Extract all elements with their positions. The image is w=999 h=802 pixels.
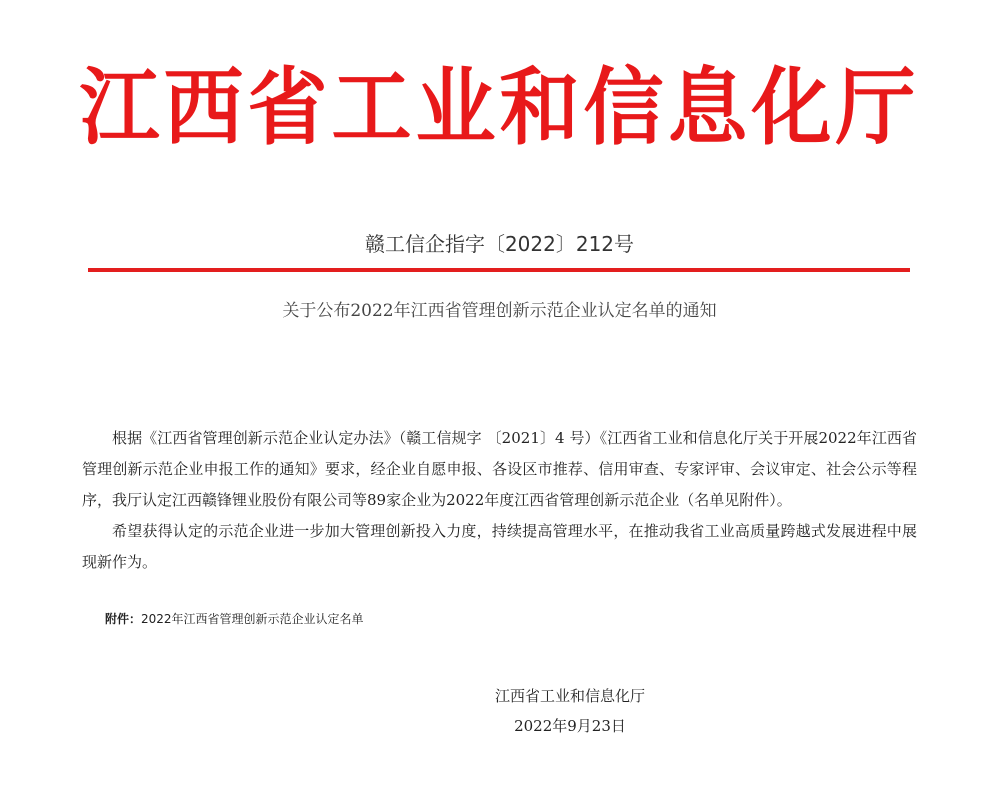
body-paragraph-2: 希望获得认定的示范企业进一步加大管理创新投入力度，持续提高管理水平，在推动我省工业高质量跨越式发展进程中展现新作为。 <box>82 522 917 571</box>
notice-body <box>82 423 917 578</box>
notice-title: 关于公布2022年江西省管理创新示范企业认定名单的通知 <box>282 301 717 321</box>
red-divider-rule <box>88 268 910 272</box>
attachment-link[interactable]: 2022年江西省管理创新示范企业认定名单 <box>141 612 364 626</box>
issuer-signature: 江西省工业和信息化厅 <box>494 687 645 705</box>
masthead-title: 江西省工业和信息化厅 <box>79 58 920 157</box>
issue-date: 2022年9月23日 <box>514 717 626 735</box>
attachment-line <box>105 609 364 629</box>
body-paragraph-1: 根据《江西省管理创新示范企业认定办法》（赣工信规字 〔2021〕4 号）《江西省工业和信息化厅关于开展2022年江西省管理创新示范企业申报工作的通知》要求，经企业自愿申报、各设区市推荐、信用审查、专家评审、会议审定、社会公示等程序，我厅认定江西赣锋锂业股份有限公司等89家企业为2022年度江西省管理创新示范企业（名单见附件）。 <box>82 429 917 509</box>
attachment-label: 附件： <box>105 612 142 626</box>
document-number: 赣工信企指字〔2022〕212号 <box>364 232 635 256</box>
